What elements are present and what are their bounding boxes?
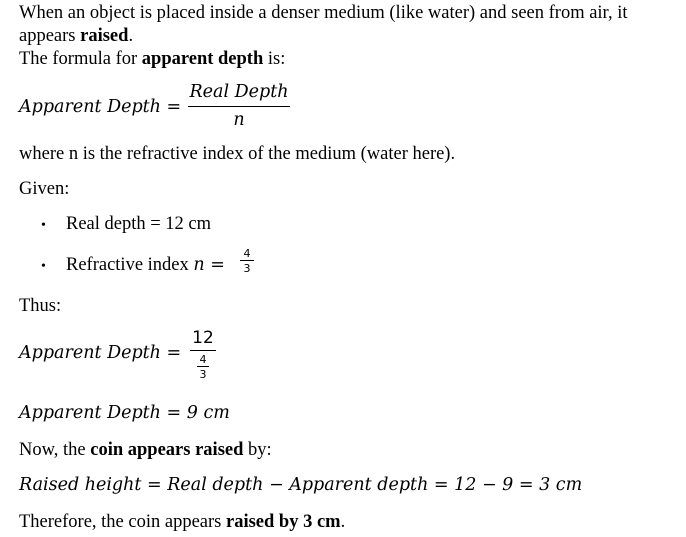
var-n: n = <box>193 255 225 275</box>
intro-line-1: When an object is placed inside a denser medium (like water) and seen from air, it <box>19 3 628 23</box>
formula-denominator: n <box>233 109 245 130</box>
fraction-bar <box>190 350 216 351</box>
text: . <box>128 26 134 46</box>
formula-lhs: Apparent Depth = <box>19 97 182 117</box>
bullet-icon: • <box>41 259 46 274</box>
inner-denominator: 3 <box>199 368 207 381</box>
fraction-bar <box>240 260 254 261</box>
bold-coin-raised: coin appears raised <box>90 440 244 460</box>
given-item-real-depth: Real depth = 12 cm <box>66 214 212 234</box>
thus-label: Thus: <box>19 296 62 316</box>
calc1-numerator: 12 <box>192 328 214 348</box>
n-denominator: 3 <box>243 262 251 275</box>
given-label: Given: <box>19 179 70 199</box>
formula-fraction <box>188 84 290 129</box>
fraction-bar <box>197 366 209 367</box>
text: by: <box>243 440 272 460</box>
raised-height-equation: Raised height = Real depth − Apparent depth = 12 − 9 = 3 cm <box>19 475 583 495</box>
bold-raised-by: raised by 3 cm <box>226 512 341 532</box>
text: Refractive index <box>66 255 194 275</box>
intro-line-2 <box>19 27 133 46</box>
calc1-inner-fraction <box>197 354 209 380</box>
now-line <box>19 441 272 460</box>
n-fraction <box>240 248 254 274</box>
bold-apparent-depth: apparent depth <box>141 49 264 69</box>
inner-numerator: 4 <box>199 353 207 366</box>
text: . <box>340 512 346 532</box>
bold-raised: raised <box>80 26 129 46</box>
text: The formula for <box>19 49 142 69</box>
given-item-refractive-index <box>66 256 225 275</box>
text: appears <box>19 26 81 46</box>
formula-numerator: Real Depth <box>189 82 289 102</box>
conclusion-line <box>19 513 345 532</box>
intro-line-3 <box>19 50 285 69</box>
calc2: Apparent Depth = 9 cm <box>19 403 230 423</box>
text: Now, the <box>19 440 91 460</box>
text: Therefore, the coin appears <box>19 512 226 532</box>
bullet-icon: • <box>41 218 46 233</box>
calc1-lhs: Apparent Depth = <box>19 343 182 363</box>
where-text: where n is the refractive index of the medium (water here). <box>19 144 456 164</box>
n-numerator: 4 <box>243 247 251 260</box>
text: is: <box>263 49 286 69</box>
calc1-fraction <box>190 330 216 380</box>
fraction-bar <box>188 106 290 107</box>
